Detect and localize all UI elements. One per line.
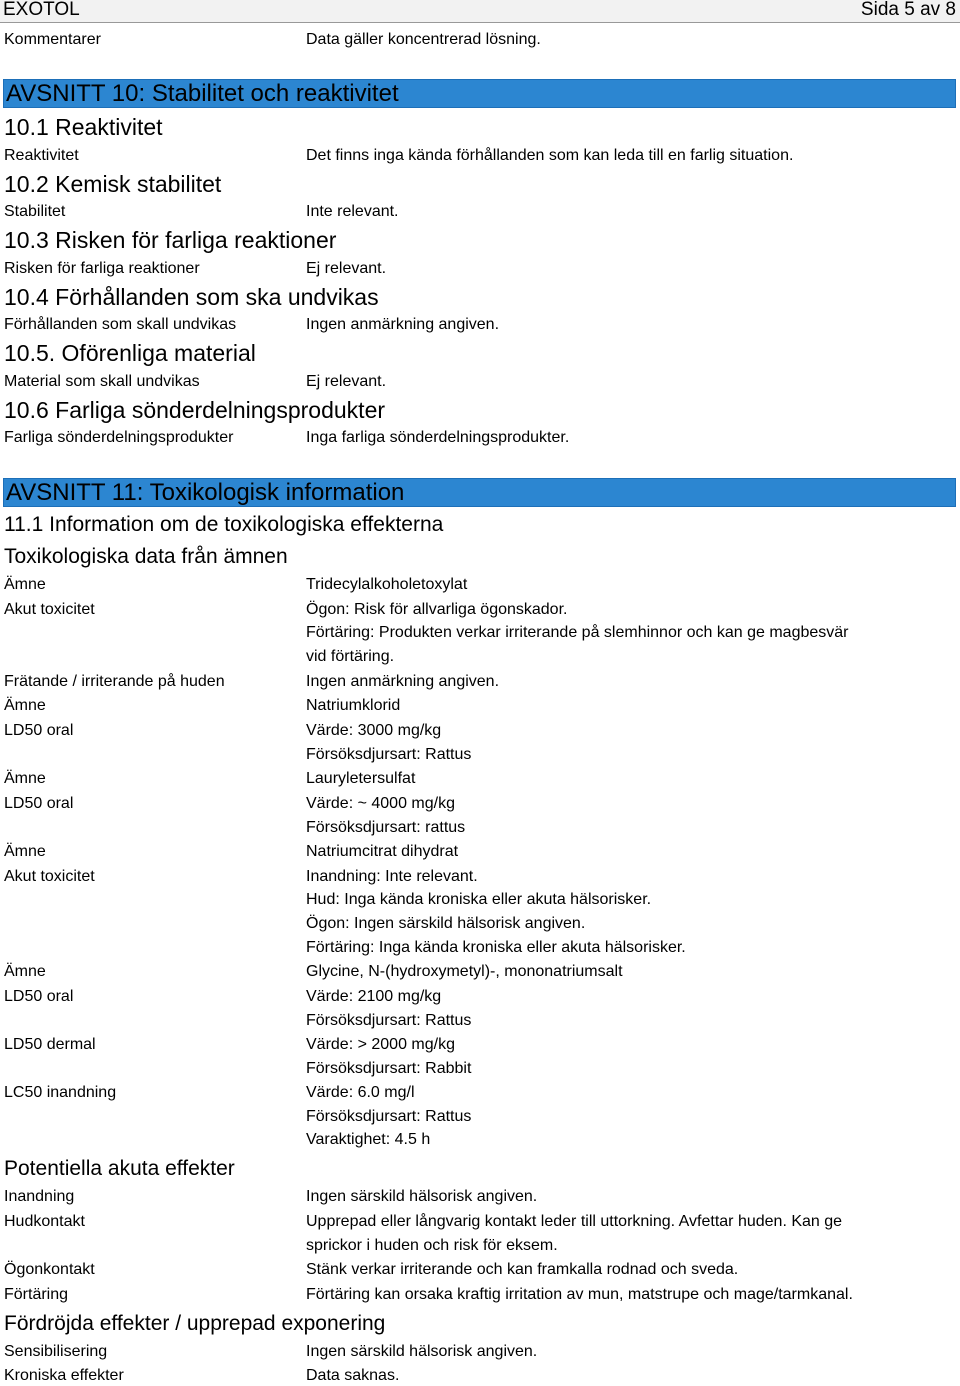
section-11-banner: AVSNITT 11: Toxikologisk information (3, 478, 956, 507)
row-label: Ämne (4, 963, 46, 980)
row-label: Ämne (4, 697, 46, 714)
row-label: Sensibilisering (4, 1343, 108, 1360)
row-label: Frätande / irriterande på huden (4, 673, 225, 690)
heading-acute-effects: Potentiella akuta effekter (4, 1157, 235, 1180)
row-label: Stabilitet (4, 203, 66, 220)
heading-11-1: 11.1 Information om de toxikologiska effekterna (4, 513, 444, 536)
row-value: Försöksdjursart: Rattus (306, 1012, 472, 1029)
row-value: Inte relevant. (306, 203, 399, 220)
heading-delayed-effects: Fördröjda effekter / upprepad exponering (4, 1312, 386, 1335)
row-value: Lauryletersulfat (306, 770, 416, 787)
row-value: Ingen anmärkning angiven. (306, 316, 500, 333)
company-name: EXOTOL (3, 0, 80, 20)
heading-10-6: 10.6 Farliga sönderdelningsprodukter (4, 397, 386, 423)
page-header (0, 0, 960, 22)
row-value: Värde: ~ 4000 mg/kg (306, 795, 455, 812)
row-label: Ämne (4, 576, 46, 593)
row-value: Hud: Inga kända kroniska eller akuta hälsorisker. (306, 891, 652, 908)
row-label: Ögonkontakt (4, 1261, 95, 1278)
heading-tox-data: Toxikologiska data från ämnen (4, 545, 288, 568)
row-value: Glycine, N-(hydroxymetyl)-, mononatriumsalt (306, 963, 623, 980)
row-value: Inga farliga sönderdelningsprodukter. (306, 429, 570, 446)
row-value: Försöksdjursart: Rattus (306, 1108, 472, 1125)
row-label: Förtäring (4, 1286, 69, 1303)
row-value: Upprepad eller långvarig kontakt leder till uttorkning. Avfettar huden. Kan ge (306, 1213, 843, 1230)
row-value: Ingen särskild hälsorisk angiven. (306, 1188, 538, 1205)
row-value: Natriumklorid (306, 697, 401, 714)
row-label: Farliga sönderdelningsprodukter (4, 429, 234, 446)
section-10-banner: AVSNITT 10: Stabilitet och reaktivitet (3, 79, 956, 108)
row-value: Inandning: Inte relevant. (306, 868, 478, 885)
heading-10-3: 10.3 Risken för farliga reaktioner (4, 227, 337, 253)
row-value: Värde: > 2000 mg/kg (306, 1036, 455, 1053)
row-label: Material som skall undvikas (4, 373, 200, 390)
row-value: Värde: 2100 mg/kg (306, 988, 442, 1005)
row-value: Ingen anmärkning angiven. (306, 673, 500, 690)
row-value: Tridecylalkoholetoxylat (306, 576, 468, 593)
row-value: sprickor i huden och risk för eksem. (306, 1237, 558, 1254)
heading-10-4: 10.4 Förhållanden som ska undvikas (4, 284, 379, 310)
row-label: Inandning (4, 1188, 75, 1205)
row-value: Natriumcitrat dihydrat (306, 843, 459, 860)
row-value: Ej relevant. (306, 373, 387, 390)
row-value: Värde: 6.0 mg/l (306, 1084, 415, 1101)
row-value: vid förtäring. (306, 648, 395, 665)
page-number: Sida 5 av 8 (860, 0, 956, 20)
row-value: Försöksdjursart: rattus (306, 819, 466, 836)
row-value: Varaktighet: 4.5 h (306, 1131, 431, 1148)
row-value: Data saknas. (306, 1367, 400, 1384)
comment-label: Kommentarer (4, 31, 101, 48)
row-value: Ingen särskild hälsorisk angiven. (306, 1343, 538, 1360)
row-value: Förtäring: Inga kända kroniska eller akuta hälsorisker. (306, 939, 686, 956)
row-label: Akut toxicitet (4, 868, 95, 885)
heading-10-1: 10.1 Reaktivitet (4, 114, 163, 140)
row-value: Värde: 3000 mg/kg (306, 722, 442, 739)
row-value: Stänk verkar irriterande och kan framkalla rodnad och sveda. (306, 1261, 739, 1278)
row-label: Ämne (4, 770, 46, 787)
row-label: Akut toxicitet (4, 601, 95, 618)
row-label: Ämne (4, 843, 46, 860)
heading-10-5: 10.5. Oförenliga material (4, 340, 256, 366)
row-label: LD50 oral (4, 795, 74, 812)
row-value: Förtäring: Produkten verkar irriterande på slemhinnor och kan ge magbesvär (306, 624, 849, 641)
row-label: LD50 oral (4, 988, 74, 1005)
row-value: Ögon: Ingen särskild hälsorisk angiven. (306, 915, 586, 932)
row-value: Det finns inga kända förhållanden som kan leda till en farlig situation. (306, 147, 794, 164)
row-label: Risken för farliga reaktioner (4, 260, 200, 277)
row-value: Ögon: Risk för allvarliga ögonskador. (306, 601, 568, 618)
row-label: Reaktivitet (4, 147, 79, 164)
row-value: Försöksdjursart: Rabbit (306, 1060, 472, 1077)
row-label: Hudkontakt (4, 1213, 85, 1230)
row-label: Förhållanden som skall undvikas (4, 316, 237, 333)
row-label: LC50 inandning (4, 1084, 117, 1101)
row-value: Försöksdjursart: Rattus (306, 746, 472, 763)
row-label: LD50 dermal (4, 1036, 96, 1053)
row-label: LD50 oral (4, 722, 74, 739)
heading-10-2: 10.2 Kemisk stabilitet (4, 171, 222, 197)
row-value: Ej relevant. (306, 260, 387, 277)
header-divider (0, 22, 960, 23)
row-label: Kroniska effekter (4, 1367, 124, 1384)
row-value: Förtäring kan orsaka kraftig irritation av mun, matstrupe och mage/tarmkanal. (306, 1286, 853, 1303)
comment-value: Data gäller koncentrerad lösning. (306, 31, 541, 48)
